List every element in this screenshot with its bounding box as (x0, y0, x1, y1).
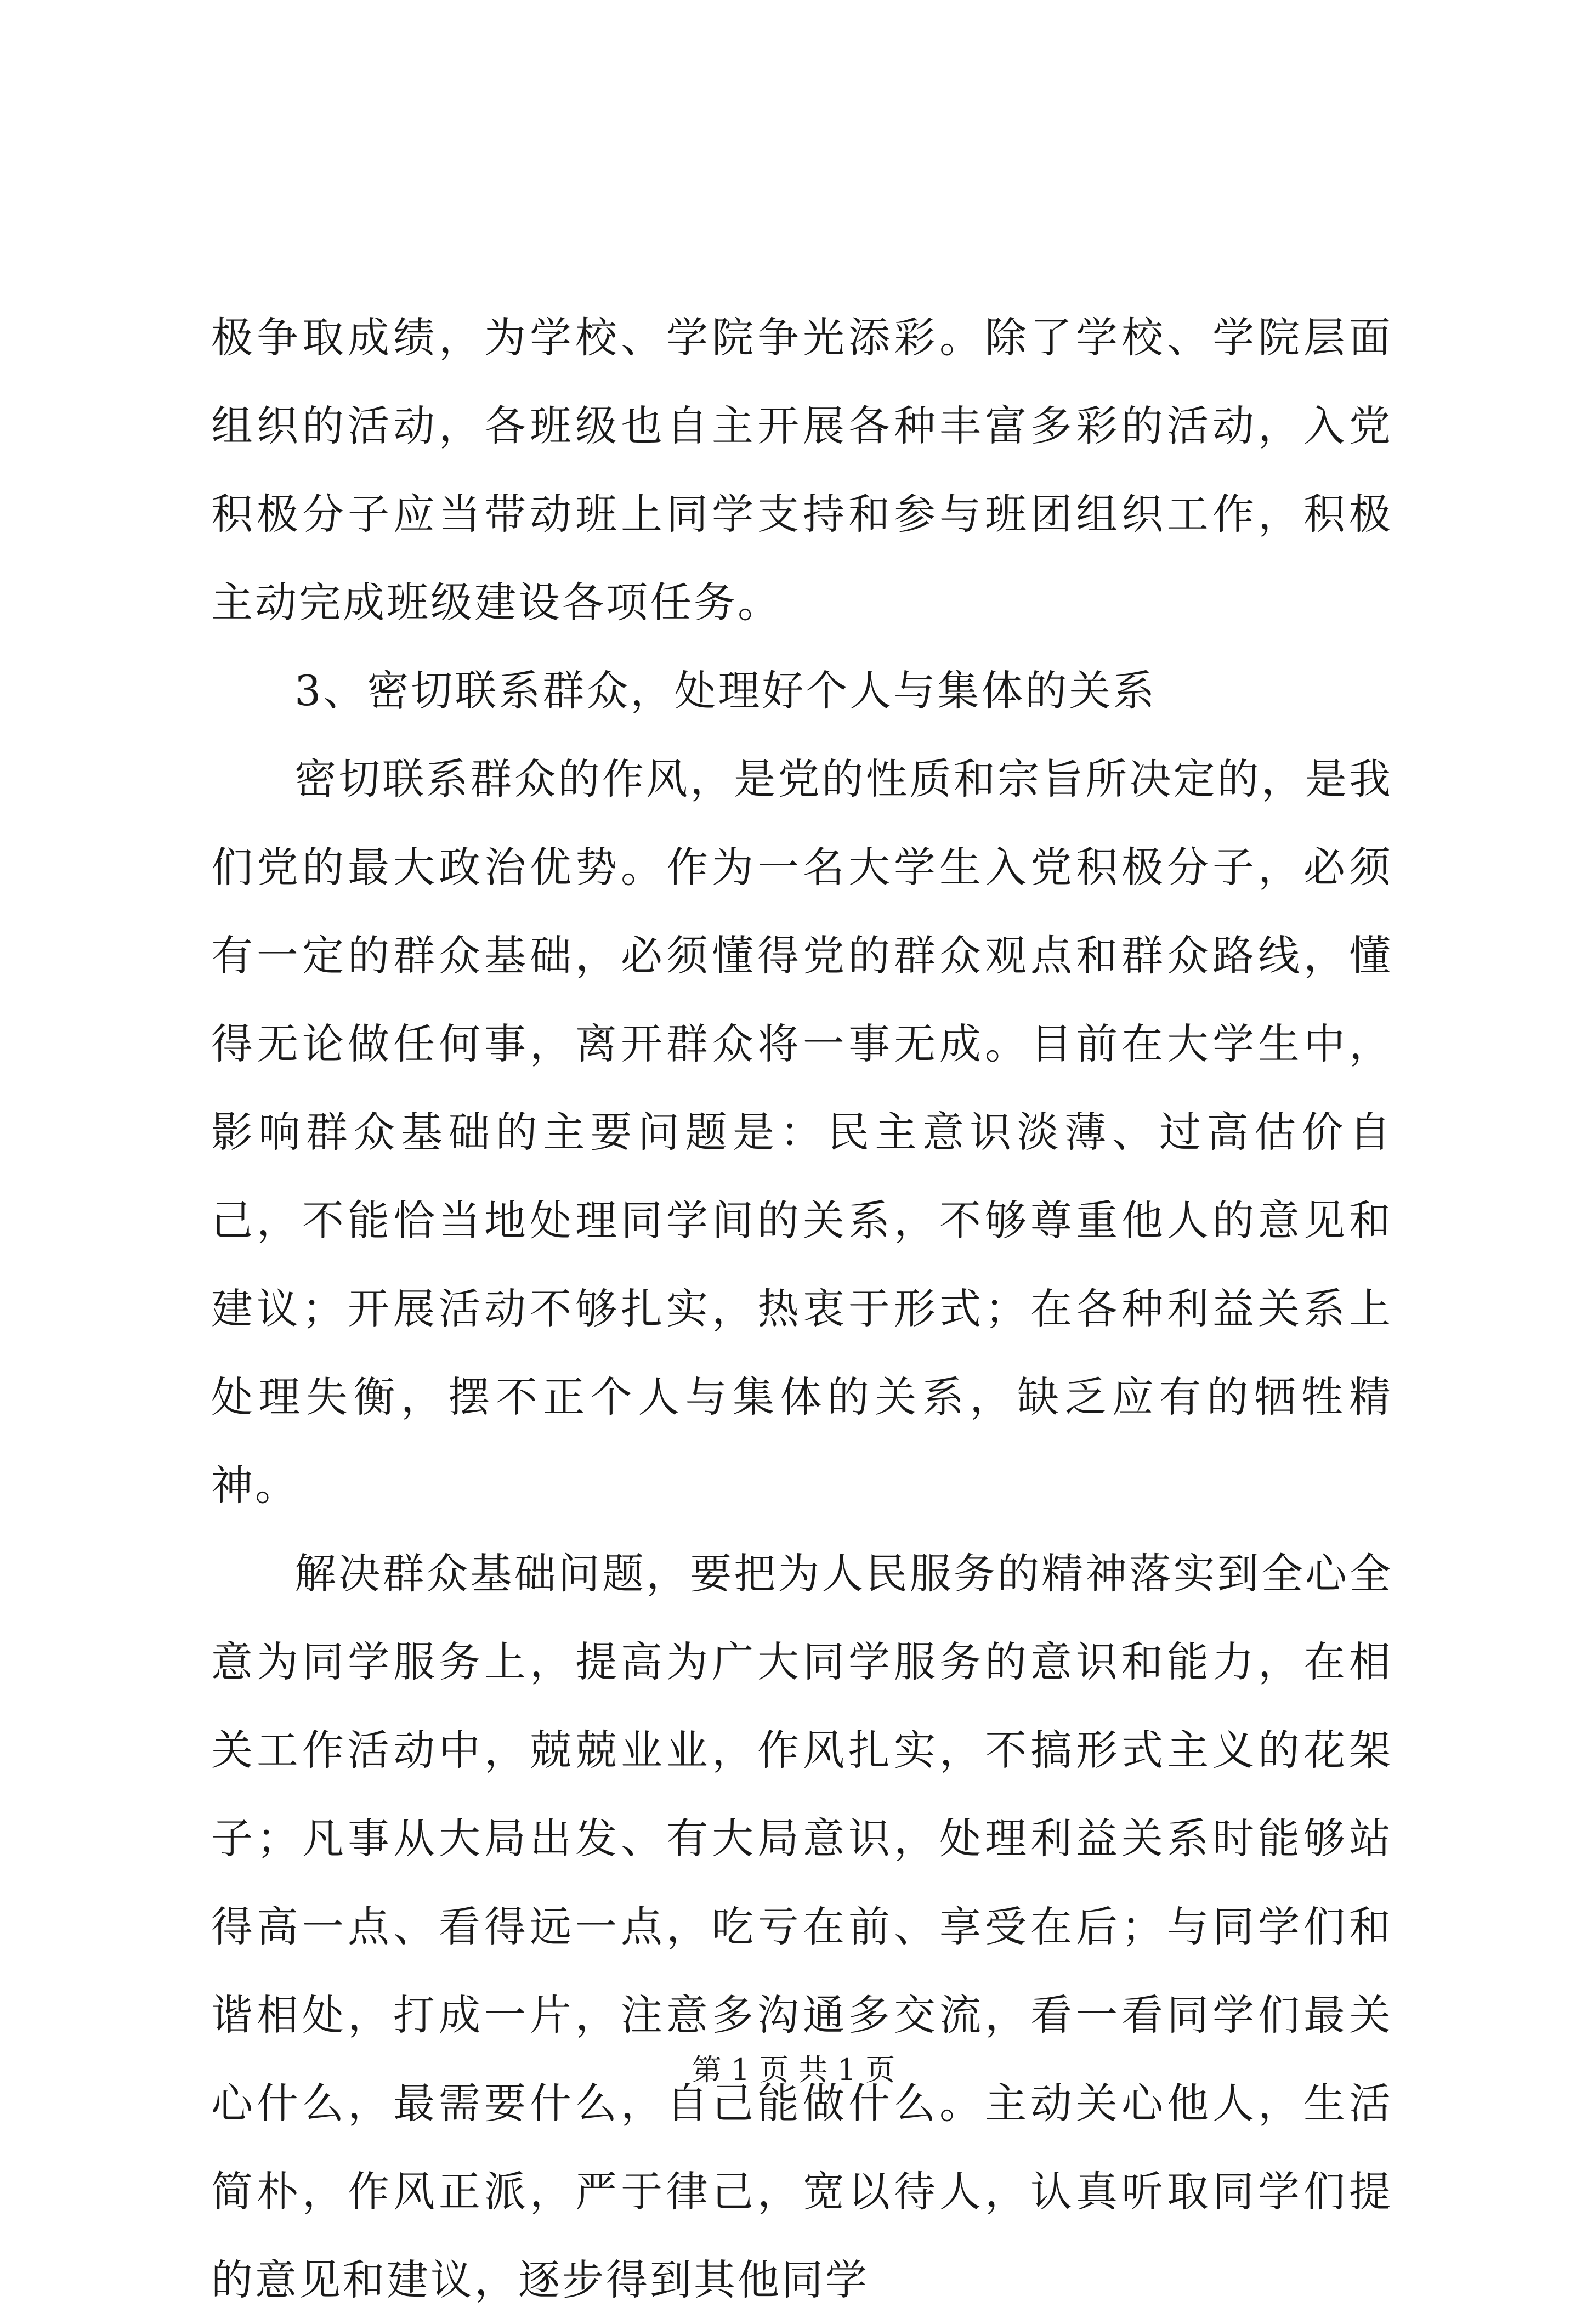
page-footer: 第 1 页 共 1 页 (692, 2053, 895, 2087)
section-heading: 3、密切联系群众，处理好个人与集体的关系 (294, 666, 1157, 715)
paragraph-continuation: 极争取成绩，为学校、学院争光添彩。除了学校、学院层面组织的活动，各班级也自主开展各种丰富多彩的活动，入党积极分子应当带动班上同学支持和参与班团组织工作，积极主动完成班级建设各项任务。 (211, 313, 1393, 627)
paragraph: 密切联系群众的作风，是党的性质和宗旨所决定的，是我们党的最大政治优势。作为一名大学生入党积极分子，必须有一定的群众基础，必须懂得党的群众观点和群众路线，懂得无论做任何事，离开群众将一事无成。目前在大学生中，影响群众基础的主要问题是：民主意识淡薄、过高估价自己，不能恰当地处理同学间的关系，不够尊重他人的意见和建议；开展活动不够扎实，热衷于形式；在各种利益关系上处理失衡，摆不正个人与集体的关系，缺乏应有的牺牲精神。 (211, 755, 1393, 1510)
paragraph: 解决群众基础问题，要把为人民服务的精神落实到全心全意为同学服务上，提高为广大同学服务的意识和能力，在相关工作活动中，兢兢业业，作风扎实，不搞形式主义的花架子；凡事从大局出发、有大局意识，处理利益关系时能够站得高一点、看得远一点，吃亏在前、享受在后；与同学们和谐相处，打成一片，注意多沟通多交流，看一看同学们最关心什么，最需要什么，自己能做什么。主动关心他人，生活简朴，作风正派，严于律己，宽以待人，认真听取同学们提的意见和建议，逐步得到其他同学 (211, 1549, 1393, 2304)
document-body (211, 293, 1393, 2324)
